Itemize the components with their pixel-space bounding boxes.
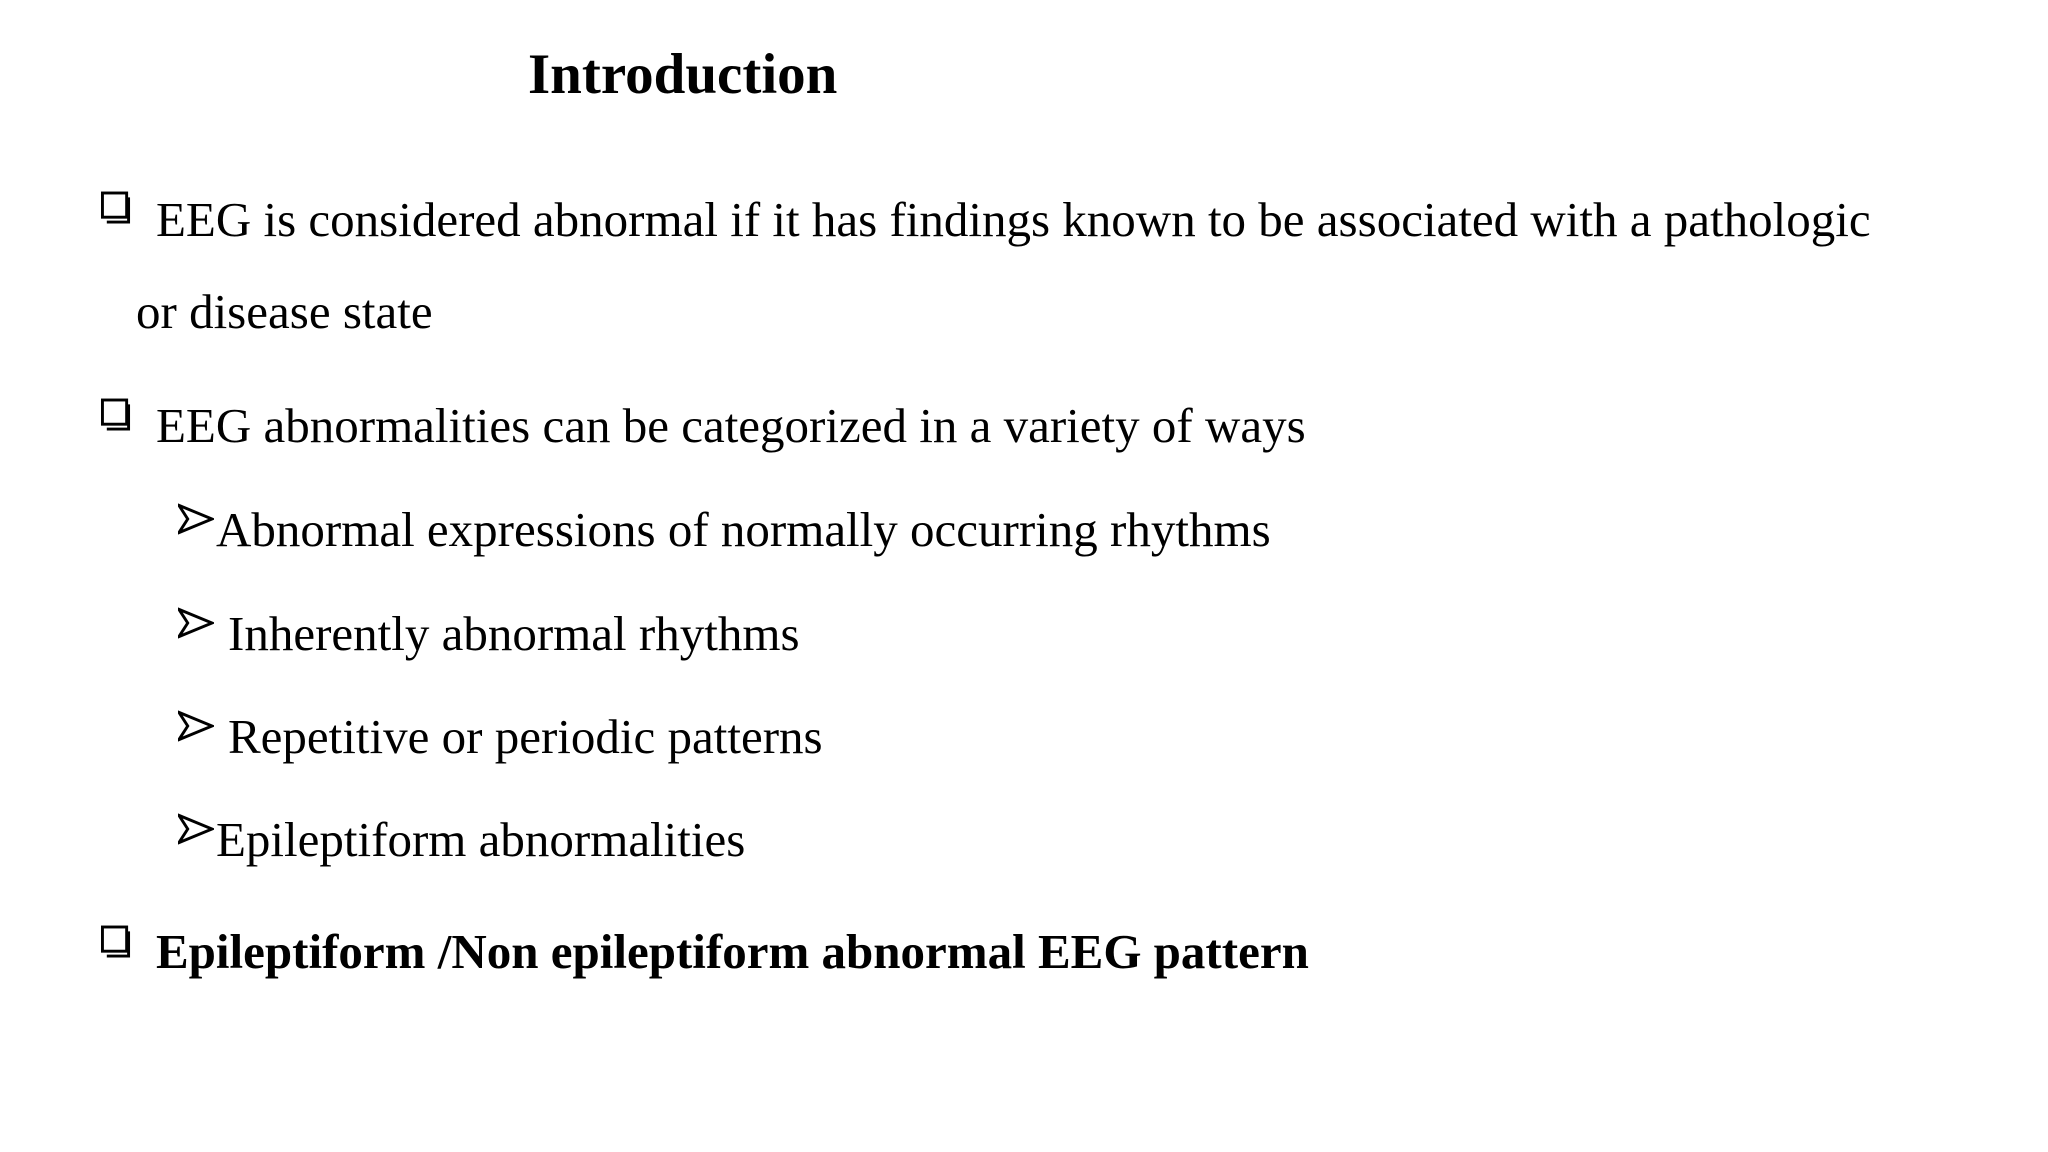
arrowhead-bullet-icon: [178, 812, 214, 846]
bullet-1-line-1: EEG is considered abnormal if it has findings known to be associated with a pathologic: [156, 192, 1871, 247]
hollow-square-bullet-icon: [101, 925, 131, 959]
subitem-3: Repetitive or periodic patterns: [228, 709, 823, 764]
subitem-4: Epileptiform abnormalities: [216, 812, 746, 867]
bullet-3-text: Epileptiform /Non epileptiform abnormal EEG pattern: [156, 924, 1309, 979]
slide-title: Introduction: [528, 43, 838, 106]
arrowhead-bullet-icon: [178, 606, 214, 640]
bullet-2-text: EEG abnormalities can be categorized in a variety of ways: [156, 398, 1306, 453]
subitem-1: Abnormal expressions of normally occurring rhythms: [216, 502, 1271, 557]
hollow-square-bullet-icon: [101, 398, 131, 432]
arrowhead-bullet-icon: [178, 502, 214, 536]
bullet-1-line-2: or disease state: [136, 284, 433, 339]
hollow-square-bullet-icon: [101, 191, 131, 225]
subitem-2: Inherently abnormal rhythms: [228, 606, 800, 661]
arrowhead-bullet-icon: [178, 709, 214, 743]
